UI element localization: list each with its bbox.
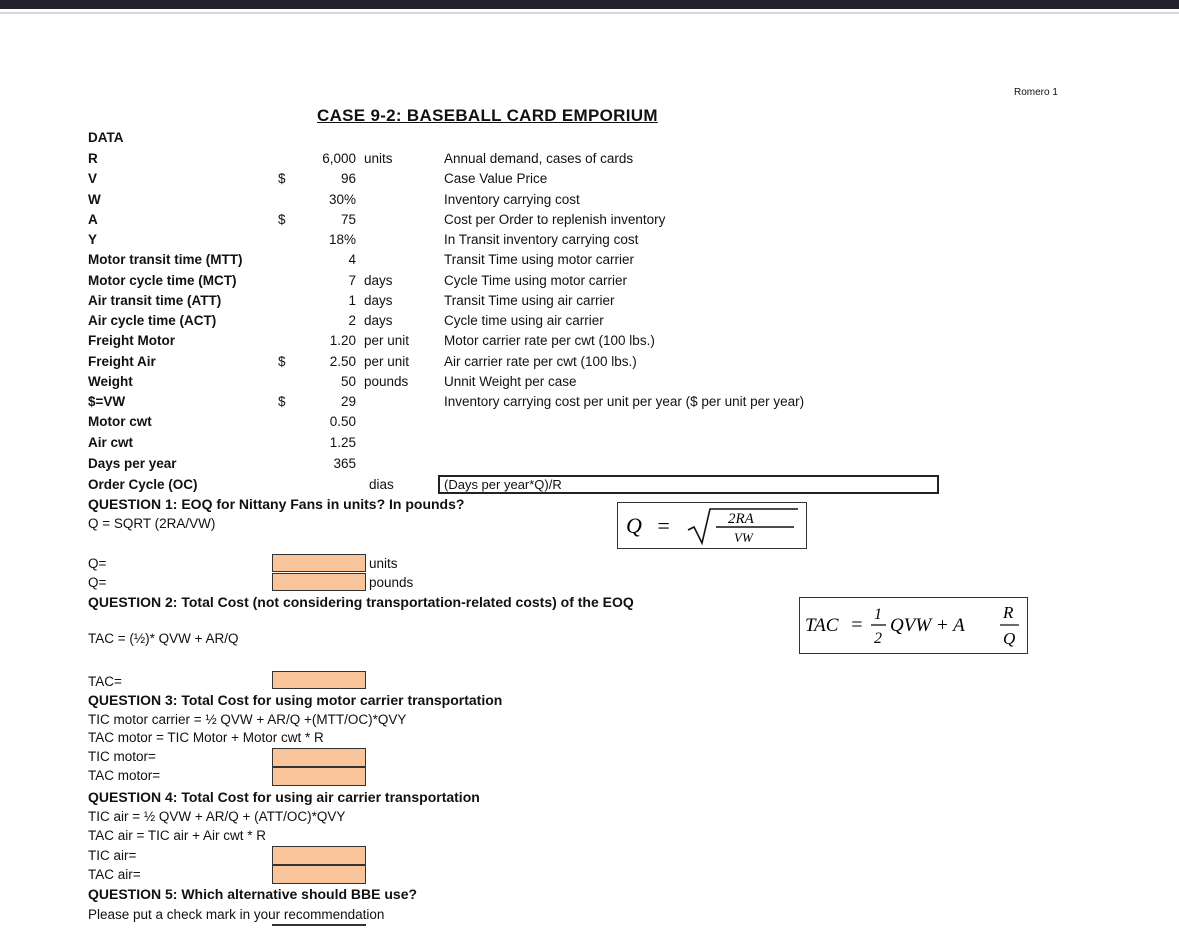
question-3-line-2: TAC motor = TIC Motor + Motor cwt * R bbox=[88, 730, 324, 745]
tac-formula-middle: QVW + A bbox=[890, 615, 965, 636]
data-row-value: 29 bbox=[340, 394, 356, 409]
data-row-value: 18% bbox=[328, 232, 356, 247]
window-top-bar bbox=[0, 0, 1179, 9]
data-row-value: 1.20 bbox=[329, 333, 356, 348]
data-row-label: W bbox=[88, 192, 101, 207]
eoq-formula-graphic bbox=[618, 503, 805, 547]
tac-formula-q: Q bbox=[1003, 629, 1016, 648]
data-row-description: Cost per Order to replenish inventory bbox=[444, 212, 666, 227]
data-row-value: 0.50 bbox=[329, 414, 356, 429]
data-row-label: A bbox=[88, 212, 98, 227]
data-row-unit: per unit bbox=[364, 333, 410, 348]
q3-tic-motor-label: TIC motor= bbox=[88, 749, 156, 764]
data-row-description: Case Value Price bbox=[444, 171, 548, 186]
tac-formula-lhs: TAC bbox=[805, 615, 839, 636]
question-5-line-1: Please put a check mark in your recommendation bbox=[88, 907, 385, 922]
data-row-dollar: $ bbox=[278, 354, 286, 369]
data-row-value: 75 bbox=[340, 212, 356, 227]
q1-answer-pounds-input[interactable] bbox=[272, 573, 366, 591]
order-cycle-label: Order Cycle (OC) bbox=[88, 477, 198, 492]
data-row-label: Air cwt bbox=[88, 435, 134, 450]
order-cycle-formula-cell[interactable]: (Days per year*Q)/R bbox=[438, 475, 939, 494]
data-row-label: $=VW bbox=[88, 394, 126, 409]
q1-answer-units-unit: units bbox=[369, 556, 398, 571]
data-row-label: R bbox=[88, 151, 98, 166]
data-row-description: Transit Time using motor carrier bbox=[444, 252, 635, 267]
question-5-heading: QUESTION 5: Which alternative should BBE use? bbox=[88, 886, 418, 902]
data-row-unit: days bbox=[364, 273, 393, 288]
q1-answer-pounds-label: Q= bbox=[88, 575, 107, 590]
q2-answer-input[interactable] bbox=[272, 671, 366, 689]
q1-answer-units-input[interactable] bbox=[272, 554, 366, 572]
data-header: DATA bbox=[88, 130, 124, 145]
q4-tac-air-input[interactable] bbox=[272, 865, 366, 884]
data-row-label: Freight Motor bbox=[88, 333, 175, 348]
data-row-value: 4 bbox=[348, 252, 356, 267]
data-row-label: Y bbox=[88, 232, 98, 247]
data-row-description: Cycle time using air carrier bbox=[444, 313, 604, 328]
data-row-unit: pounds bbox=[364, 374, 409, 389]
eoq-formula-numerator: 2RA bbox=[728, 511, 754, 527]
data-row-value: 50 bbox=[340, 374, 356, 389]
data-row-description: Inventory carrying cost bbox=[444, 192, 580, 207]
eoq-formula-denominator: VW bbox=[734, 530, 753, 545]
data-row-label: Motor cycle time (MCT) bbox=[88, 273, 237, 288]
data-row-label: Days per year bbox=[88, 456, 177, 471]
data-row-label: Weight bbox=[88, 374, 133, 389]
question-4-line-2: TAC air = TIC air + Air cwt * R bbox=[88, 828, 267, 843]
data-row-value: 1 bbox=[348, 293, 356, 308]
data-row-description: Motor carrier rate per cwt (100 lbs.) bbox=[444, 333, 655, 348]
window-divider bbox=[0, 12, 1179, 14]
data-row-description: In Transit inventory carrying cost bbox=[444, 232, 639, 247]
q1-answer-pounds-unit: pounds bbox=[369, 575, 414, 590]
question-1-heading: QUESTION 1: EOQ for Nittany Fans in units? In pounds? bbox=[88, 496, 465, 512]
tac-formula-two: 2 bbox=[874, 630, 882, 647]
question-3-heading: QUESTION 3: Total Cost for using motor carrier transportation bbox=[88, 692, 503, 708]
question-2-heading: QUESTION 2: Total Cost (not considering transportation-related costs) of the EOQ bbox=[88, 594, 634, 610]
data-row-label: Freight Air bbox=[88, 354, 156, 369]
data-row-unit: units bbox=[364, 151, 393, 166]
q4-tac-air-label: TAC air= bbox=[88, 867, 141, 882]
data-row-description: Transit Time using air carrier bbox=[444, 293, 615, 308]
page-title: CASE 9-2: BASEBALL CARD EMPORIUM bbox=[317, 106, 658, 125]
question-4-line-1: TIC air = ½ QVW + AR/Q + (ATT/OC)*QVY bbox=[88, 809, 346, 824]
data-row-label: V bbox=[88, 171, 98, 186]
data-row-description: Unnit Weight per case bbox=[444, 374, 577, 389]
q1-answer-units-label: Q= bbox=[88, 556, 107, 571]
data-row-description: Annual demand, cases of cards bbox=[444, 151, 634, 166]
data-row-value: 2 bbox=[348, 313, 356, 328]
data-row-label: Motor transit time (MTT) bbox=[88, 252, 243, 267]
q3-tac-motor-label: TAC motor= bbox=[88, 768, 161, 783]
data-row-value: 96 bbox=[340, 171, 356, 186]
eoq-formula-equals: = bbox=[656, 513, 671, 538]
question-1-formula-text: Q = SQRT (2RA/VW) bbox=[88, 516, 216, 531]
data-row-value: 2.50 bbox=[329, 354, 356, 369]
q5-answer-cell-top-border[interactable] bbox=[272, 924, 366, 926]
data-row-unit: days bbox=[364, 313, 393, 328]
data-row-unit: days bbox=[364, 293, 393, 308]
data-row-label: Air transit time (ATT) bbox=[88, 293, 222, 308]
question-2-formula-text: TAC = (½)* QVW + AR/Q bbox=[88, 631, 239, 646]
q4-tic-air-input[interactable] bbox=[272, 846, 366, 865]
data-row-description: Inventory carrying cost per unit per year ($ per unit per year) bbox=[444, 394, 805, 409]
question-3-line-1: TIC motor carrier = ½ QVW + AR/Q +(MTT/OC)*QVY bbox=[88, 712, 407, 727]
tac-formula-r: R bbox=[1003, 603, 1014, 622]
data-row-dollar: $ bbox=[278, 171, 286, 186]
data-row-value: 30% bbox=[328, 192, 356, 207]
data-row-dollar: $ bbox=[278, 212, 286, 227]
data-row-value: 1.25 bbox=[329, 435, 356, 450]
tac-formula-equals: = bbox=[850, 614, 864, 636]
eoq-formula-lhs: Q bbox=[626, 513, 642, 538]
data-row-dollar: $ bbox=[278, 394, 286, 409]
tac-formula-one: 1 bbox=[874, 606, 882, 623]
data-row-description: Air carrier rate per cwt (100 lbs.) bbox=[444, 354, 637, 369]
q4-tic-air-label: TIC air= bbox=[88, 848, 137, 863]
data-row-label: Motor cwt bbox=[88, 414, 152, 429]
page-number: Romero 1 bbox=[1014, 87, 1058, 98]
q2-answer-label: TAC= bbox=[88, 674, 122, 689]
data-row-value: 6,000 bbox=[322, 151, 356, 166]
eoq-formula-image bbox=[617, 502, 807, 549]
tac-formula-graphic bbox=[800, 598, 1026, 652]
data-row-label: Air cycle time (ACT) bbox=[88, 313, 217, 328]
q3-tic-motor-input[interactable] bbox=[272, 748, 366, 767]
data-row-unit: per unit bbox=[364, 354, 410, 369]
data-row-value: 7 bbox=[348, 273, 356, 288]
question-4-heading: QUESTION 4: Total Cost for using air carrier transportation bbox=[88, 789, 480, 805]
tac-formula-image bbox=[799, 597, 1028, 654]
data-row-description: Cycle Time using motor carrier bbox=[444, 273, 628, 288]
data-row-value: 365 bbox=[333, 456, 356, 471]
q3-tac-motor-input[interactable] bbox=[272, 767, 366, 786]
order-cycle-unit: dias bbox=[369, 477, 394, 492]
